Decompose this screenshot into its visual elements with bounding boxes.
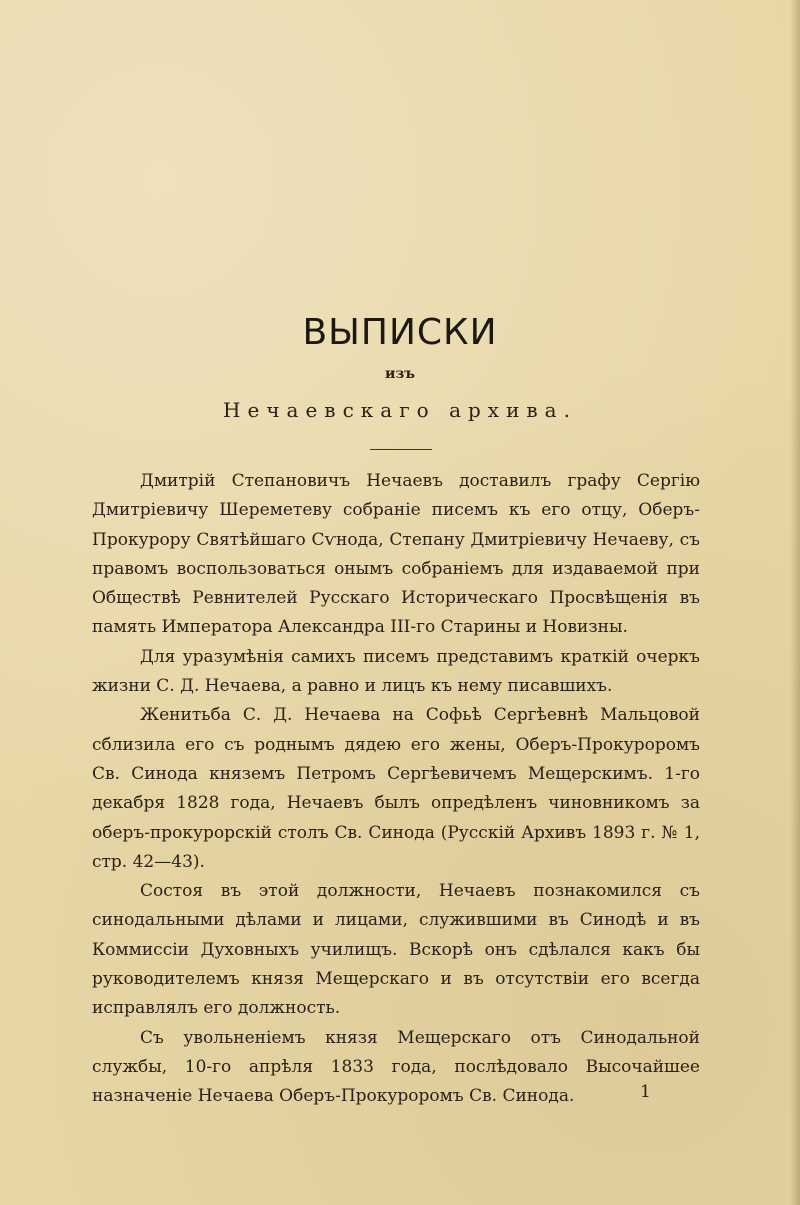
- page-edge-shadow: [790, 0, 800, 1205]
- page-number: 1: [640, 1082, 651, 1102]
- archive-heading: Нечаевскаго архива.: [223, 398, 577, 422]
- article-body: [92, 467, 700, 1112]
- paragraph-5: Съ увольненіемъ князя Мещерскаго отъ Синодальной службы, 10-го апрѣля 1833 года, послѣдовало Высочайшее назначеніе Нечаева Оберъ-Прокуроромъ Св. Синода.: [92, 1027, 700, 1107]
- paragraph-2: Для уразумѣнія самихъ писемъ представимъ краткій очеркъ жизни С. Д. Нечаева, а равно и лицъ къ нему писавшихъ.: [92, 646, 700, 697]
- page-title: ВЫПИСКИ: [302, 312, 498, 353]
- paragraph-1: Дмитрій Степановичъ Нечаевъ доставилъ графу Сергію Дмитріевичу Шереметеву собраніе писемъ къ его отцу, Оберъ-Прокурору Святѣйшаго Сѵнода, Степану Дмитріевичу Нечаеву, съ правомъ воспользоваться онымъ собраніемъ для издаваемой при Обществѣ Ревнителей Русскаго Историческаго Просвѣщенія въ память Императора Александра III-го Старины и Новизны.: [92, 471, 700, 638]
- divider-rule: [370, 449, 432, 450]
- subtitle: изъ: [384, 366, 416, 382]
- paragraph-3: Женитьба С. Д. Нечаева на Софьѣ Сергѣевнѣ Мальцовой сблизила его съ роднымъ дядею его жены, Оберъ-Прокуроромъ Св. Синода княземъ Петромъ Сергѣевичемъ Мещерскимъ. 1-го декабря 1828 года, Нечаевъ былъ опредѣленъ чиновникомъ за оберъ-прокурорскій столъ Св. Синода (Русскій Архивъ 1893 г. № 1, стр. 42—43).: [92, 705, 700, 872]
- paragraph-4: Состоя въ этой должности, Нечаевъ познакомился съ синодальными дѣлами и лицами, служившими въ Синодѣ и въ Коммиссіи Духовныхъ училищъ. Вскорѣ онъ сдѣлался какъ бы руководителемъ князя Мещерскаго и въ отсутствіи его всегда исправлялъ его должность.: [92, 881, 700, 1019]
